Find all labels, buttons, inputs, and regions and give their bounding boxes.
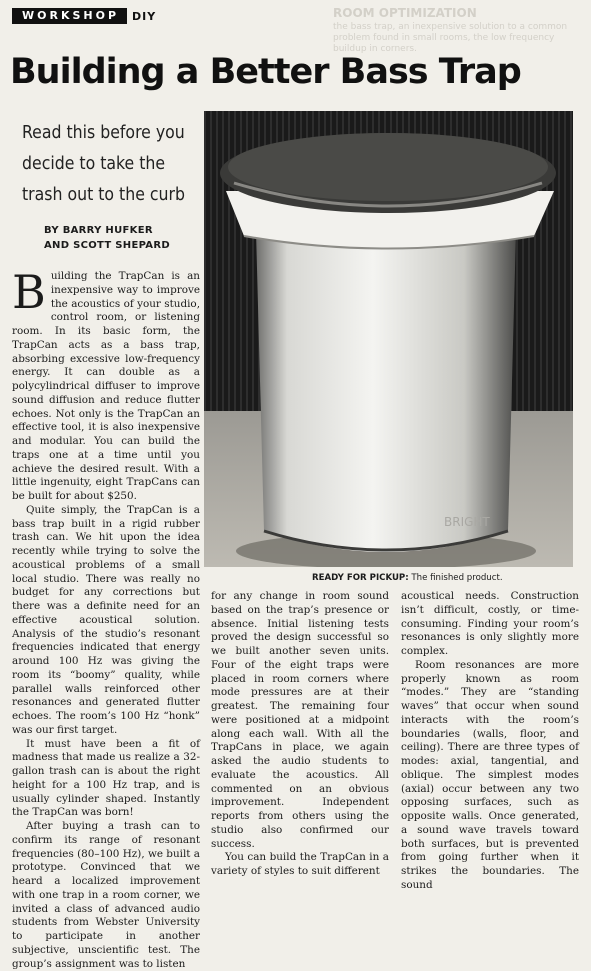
paragraph: You can build the TrapCan in a variety of styles to suit different	[211, 851, 389, 877]
article-title: Building a Better Bass Trap	[10, 52, 521, 92]
can-brand-text: BRIGHT	[444, 515, 490, 529]
body-column-3	[401, 590, 579, 893]
byline-author-2: AND SCOTT SHEPARD	[44, 240, 170, 251]
section-header	[12, 8, 156, 24]
trashcan-illustration	[204, 111, 573, 567]
paragraph-text: uilding the TrapCan is an inexpensive way to improve the acoustics of your studio, control room, or listening room. In its basic form, the TrapCan acts as a bass trap, absorbing excessive low-frequency energy. It can double as a polycylindrical diffuser to improve sound diffusion and reduce flutter echoes. Not only is the TrapCan an effective tool, it is also inexpensive and modular. You can build the traps one at a time until you achieve the desired result. With a little ingenuity, eight TrapCans can be built for about $250.	[12, 270, 200, 502]
bleed-through-heading: ROOM OPTIMIZATION	[333, 8, 477, 20]
body-column-2	[211, 590, 389, 879]
paragraph: After buying a trash can to confirm its range of resonant frequencies (80–100 Hz), we built a prototype. Convinced that we heard a localized improvement with one trap in a room corner, we invited a class of advanced audio students from Webster University to participate in another subjective, unscientific test. The group’s assignment was to listen	[12, 820, 200, 970]
drop-cap: B	[12, 265, 46, 319]
byline	[44, 223, 204, 253]
body-column-1	[12, 265, 200, 971]
paragraph: for any change in room sound based on the trap’s presence or absence. Initial listening tests proved the design successful so we built another seven units. Four of the eight traps were placed in room corners where mode pressures are at their greatest. The remaining four were positioned at a midpoint along each wall. With all the TrapCans in place, we again asked the audio students to evaluate the acoustics. All commented on an obvious improvement. Independent reports from others using the studio also confirmed our success.	[211, 590, 389, 850]
caption-lead: READY FOR PICKUP:	[312, 573, 409, 583]
article-deck: Read this before you decide to take the trash out to the curb	[22, 123, 185, 205]
photo-caption	[312, 573, 578, 583]
bleed-through-body: the bass trap, an inexpensive solution to a common problem found in small rooms, the low frequency buildup in corners.	[333, 22, 568, 54]
paragraph	[12, 265, 200, 504]
section-subtag: DIY	[132, 9, 157, 23]
paragraph: Room resonances are more properly known as room “modes.” They are “standing waves” that occur when sound interacts with the room’s boundaries (walls, floor, and ceiling). There are three types of modes: axial, tangential, and oblique. The simplest modes (axial) occur between any two opposing surfaces, such as opposite walls. Once generated, a sound wave travels toward both surfaces, but is prevented from going further when it strikes the boundaries. The sound	[401, 658, 579, 891]
paragraph: acoustical needs. Construction isn’t difficult, costly, or time-consuming. Finding your room’s resonances is only slightly more complex.	[401, 590, 579, 657]
caption-text: The finished product.	[408, 573, 503, 583]
section-tag: WORKSHOP	[12, 8, 127, 24]
trashcan-photo	[204, 111, 573, 567]
paragraph: It must have been a fit of madness that made us realize a 32-gallon trash can is about the right height for a 100 Hz trap, and is usually cylinder shaped. Instantly the TrapCan was born!	[12, 737, 200, 819]
byline-author-1: BY BARRY HUFKER	[44, 225, 153, 236]
paragraph: Quite simply, the TrapCan is a bass trap built in a rigid rubber trash can. We hit upon the idea recently while trying to solve the acoustical problems of a small local studio. There was really no budget for any corrections but there was a definite need for an effective acoustical solution. Analysis of the studio’s resonant frequencies indicated that energy around 100 Hz was giving the room its “boomy” quality, while parallel walls reinforced other resonances and generated flutter echoes. The room’s 100 Hz “honk” was our first target.	[12, 503, 200, 736]
